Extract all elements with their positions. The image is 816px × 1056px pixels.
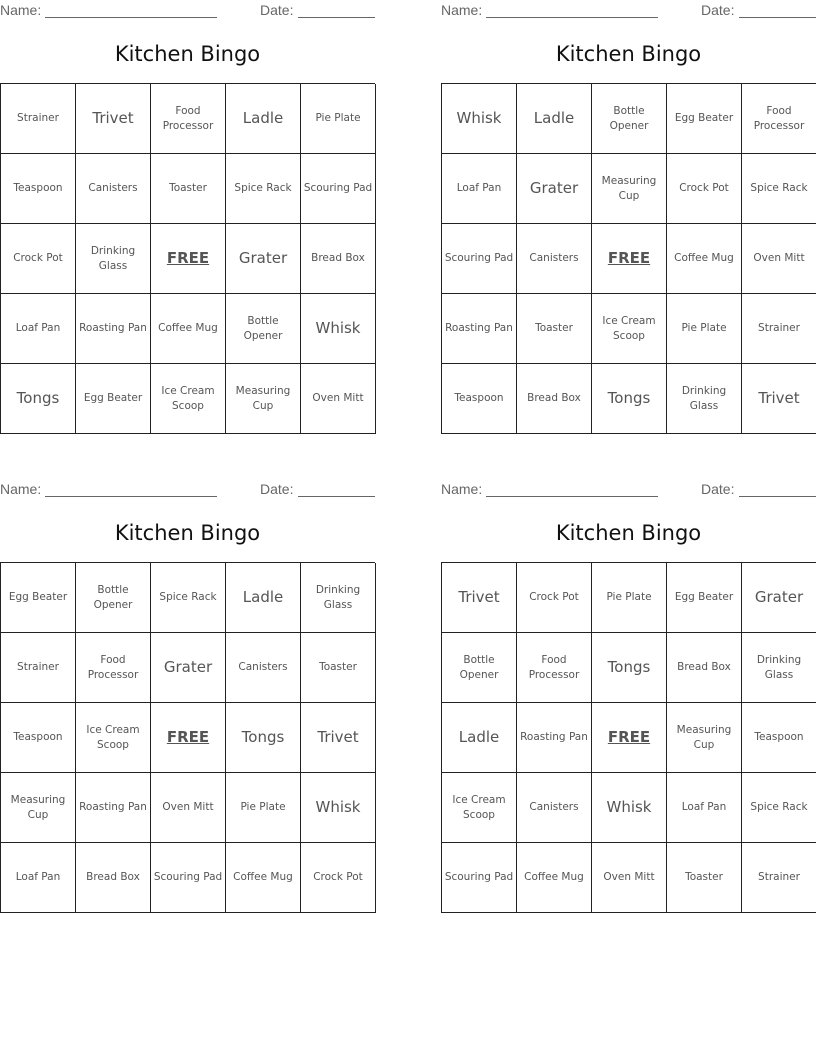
bingo-cell: Pie Plate: [592, 563, 667, 633]
date-blank: [298, 496, 375, 497]
name-label: Name:: [441, 481, 483, 497]
name-label: Name:: [0, 481, 42, 497]
bingo-cell: Trivet: [76, 84, 151, 154]
bingo-cell: Scouring Pad: [151, 843, 226, 913]
bingo-cell: Scouring Pad: [442, 224, 517, 294]
bingo-card-3: [0, 479, 375, 913]
card-header: [0, 2, 375, 20]
bingo-cell: Egg Beater: [1, 563, 76, 633]
bingo-cell: Coffee Mug: [226, 843, 301, 913]
card-header: [441, 2, 816, 20]
bingo-cell: Canisters: [226, 633, 301, 703]
bingo-cell: Egg Beater: [76, 364, 151, 434]
card-title: Kitchen Bingo: [555, 521, 702, 545]
bingo-cell: Food Processor: [517, 633, 592, 703]
bingo-cell: Roasting Pan: [517, 703, 592, 773]
bingo-cell: Loaf Pan: [442, 154, 517, 224]
bingo-cell: Trivet: [301, 703, 376, 773]
bingo-cell: Measuring Cup: [667, 703, 742, 773]
bingo-cell: Teaspoon: [442, 364, 517, 434]
bingo-cell: Bottle Opener: [76, 563, 151, 633]
bingo-cell: Drinking Glass: [667, 364, 742, 434]
bingo-cell: Grater: [226, 224, 301, 294]
bingo-cell: Canisters: [517, 773, 592, 843]
bingo-cell: Roasting Pan: [76, 294, 151, 364]
bingo-cell: Bread Box: [76, 843, 151, 913]
bingo-grid: [0, 562, 375, 913]
bingo-cell: Ice Cream Scoop: [442, 773, 517, 843]
bingo-cell: Loaf Pan: [1, 294, 76, 364]
bingo-cell: Whisk: [301, 773, 376, 843]
bingo-cell: Ice Cream Scoop: [592, 294, 667, 364]
bingo-cell: Ladle: [226, 563, 301, 633]
date-label: Date:: [260, 481, 294, 497]
bingo-grid: [441, 562, 816, 913]
bingo-cell: Measuring Cup: [592, 154, 667, 224]
bingo-cell: Drinking Glass: [742, 633, 816, 703]
bingo-cell: Spice Rack: [226, 154, 301, 224]
free-space: FREE: [151, 703, 226, 773]
bingo-cell: Spice Rack: [151, 563, 226, 633]
bingo-cell: Spice Rack: [742, 154, 816, 224]
bingo-cell: Tongs: [1, 364, 76, 434]
date-blank: [739, 496, 816, 497]
bingo-cell: Strainer: [1, 84, 76, 154]
bingo-cell: Loaf Pan: [667, 773, 742, 843]
date-label: Date:: [701, 481, 735, 497]
bingo-cell: Oven Mitt: [592, 843, 667, 913]
bingo-cell: Trivet: [442, 563, 517, 633]
bingo-grid: [0, 83, 375, 434]
bingo-cell: Scouring Pad: [301, 154, 376, 224]
bingo-cell: Scouring Pad: [442, 843, 517, 913]
name-blank: [45, 17, 217, 18]
bingo-cell: Measuring Cup: [1, 773, 76, 843]
card-header: [0, 481, 375, 499]
bingo-cell: Toaster: [301, 633, 376, 703]
name-blank: [45, 496, 217, 497]
bingo-cell: Crock Pot: [667, 154, 742, 224]
bingo-cell: Whisk: [301, 294, 376, 364]
bingo-cell: Pie Plate: [667, 294, 742, 364]
bingo-cell: Whisk: [592, 773, 667, 843]
bingo-cell: Tongs: [592, 364, 667, 434]
bingo-cell: Toaster: [517, 294, 592, 364]
bingo-cell: Grater: [517, 154, 592, 224]
bingo-cell: Tongs: [592, 633, 667, 703]
bingo-cell: Loaf Pan: [1, 843, 76, 913]
name-blank: [486, 496, 658, 497]
bingo-cell: Bread Box: [517, 364, 592, 434]
bingo-cell: Spice Rack: [742, 773, 816, 843]
name-blank: [486, 17, 658, 18]
bingo-cell: Teaspoon: [1, 154, 76, 224]
bingo-cell: Canisters: [76, 154, 151, 224]
bingo-cell: Ladle: [517, 84, 592, 154]
date-label: Date:: [260, 2, 294, 18]
bingo-cell: Food Processor: [742, 84, 816, 154]
bingo-card-1: [0, 0, 375, 434]
date-label: Date:: [701, 2, 735, 18]
bingo-cell: Roasting Pan: [442, 294, 517, 364]
bingo-cell: Grater: [742, 563, 816, 633]
bingo-cell: Coffee Mug: [667, 224, 742, 294]
bingo-cell: Food Processor: [76, 633, 151, 703]
date-blank: [739, 17, 816, 18]
bingo-cell: Bread Box: [301, 224, 376, 294]
bingo-cell: Ladle: [442, 703, 517, 773]
bingo-cell: Toaster: [151, 154, 226, 224]
bingo-cell: Trivet: [742, 364, 816, 434]
bingo-cell: Crock Pot: [1, 224, 76, 294]
bingo-cell: Crock Pot: [301, 843, 376, 913]
bingo-cell: Egg Beater: [667, 563, 742, 633]
bingo-cell: Bottle Opener: [226, 294, 301, 364]
name-label: Name:: [0, 2, 42, 18]
bingo-cell: Ice Cream Scoop: [151, 364, 226, 434]
bingo-cell: Oven Mitt: [301, 364, 376, 434]
free-space: FREE: [592, 703, 667, 773]
card-header: [441, 481, 816, 499]
bingo-cell: Pie Plate: [226, 773, 301, 843]
bingo-cell: Strainer: [742, 843, 816, 913]
bingo-cell: Ladle: [226, 84, 301, 154]
bingo-cell: Teaspoon: [742, 703, 816, 773]
bingo-cell: Bottle Opener: [442, 633, 517, 703]
date-blank: [298, 17, 375, 18]
card-title: Kitchen Bingo: [114, 42, 261, 66]
name-label: Name:: [441, 2, 483, 18]
bingo-grid: [441, 83, 816, 434]
bingo-cell: Canisters: [517, 224, 592, 294]
bingo-cell: Strainer: [1, 633, 76, 703]
bingo-cell: Ice Cream Scoop: [76, 703, 151, 773]
bingo-cell: Drinking Glass: [76, 224, 151, 294]
bingo-cell: Bottle Opener: [592, 84, 667, 154]
bingo-cell: Coffee Mug: [151, 294, 226, 364]
bingo-cell: Whisk: [442, 84, 517, 154]
bingo-card-2: [441, 0, 816, 434]
bingo-cell: Drinking Glass: [301, 563, 376, 633]
bingo-cell: Coffee Mug: [517, 843, 592, 913]
bingo-cell: Pie Plate: [301, 84, 376, 154]
bingo-cell: Tongs: [226, 703, 301, 773]
bingo-cell: Bread Box: [667, 633, 742, 703]
bingo-cell: Roasting Pan: [76, 773, 151, 843]
bingo-cell: Crock Pot: [517, 563, 592, 633]
bingo-cell: Egg Beater: [667, 84, 742, 154]
bingo-cell: Strainer: [742, 294, 816, 364]
card-title: Kitchen Bingo: [114, 521, 261, 545]
card-title: Kitchen Bingo: [555, 42, 702, 66]
free-space: FREE: [151, 224, 226, 294]
bingo-cell: Teaspoon: [1, 703, 76, 773]
bingo-cell: Grater: [151, 633, 226, 703]
bingo-cell: Oven Mitt: [742, 224, 816, 294]
bingo-cell: Food Processor: [151, 84, 226, 154]
free-space: FREE: [592, 224, 667, 294]
bingo-cell: Oven Mitt: [151, 773, 226, 843]
bingo-cell: Measuring Cup: [226, 364, 301, 434]
bingo-cell: Toaster: [667, 843, 742, 913]
bingo-card-4: [441, 479, 816, 913]
